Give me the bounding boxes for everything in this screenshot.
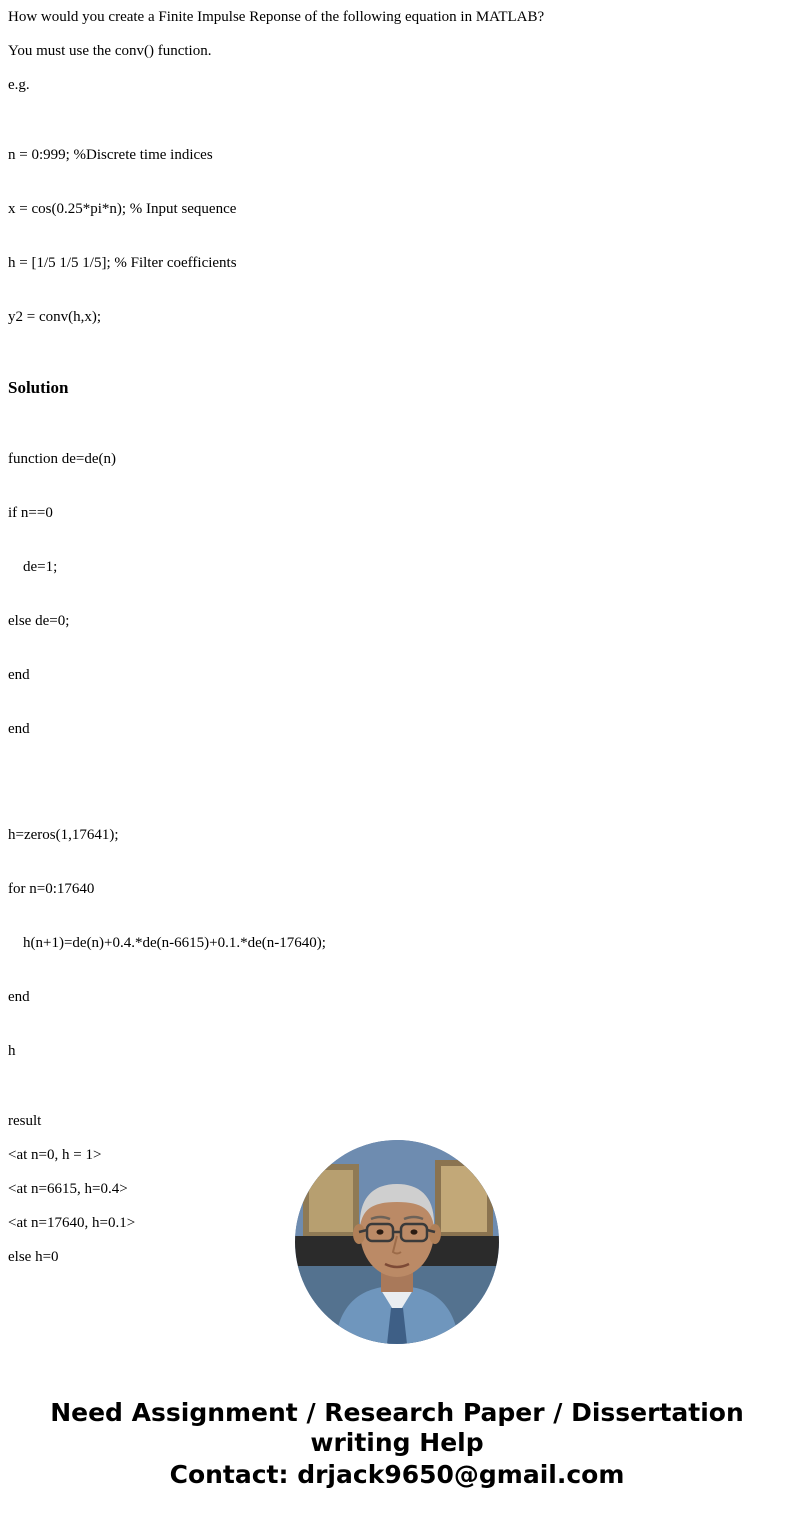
- result-item: else h=0: [8, 1249, 59, 1265]
- example-code-line: h = [1/5 1/5 1/5]; % Filter coefficients: [8, 255, 237, 271]
- result-item: <at n=17640, h=0.1>: [8, 1215, 136, 1231]
- avatar: [295, 1140, 499, 1344]
- solution-code-line: h: [8, 1043, 16, 1059]
- solution-code-line: else de=0;: [8, 613, 70, 629]
- solution-code-line: for n=0:17640: [8, 881, 95, 897]
- solution-code-line: function de=de(n): [8, 451, 117, 467]
- example-code-block: [8, 110, 786, 362]
- result-item: <at n=0, h = 1>: [8, 1147, 102, 1163]
- footer-block: [0, 1140, 794, 1490]
- instruction-text: You must use the conv() function.: [8, 43, 212, 59]
- example-code-line: n = 0:999; %Discrete time indices: [8, 147, 213, 163]
- solution-code-block-2: [8, 790, 786, 1096]
- footer-line-1: Need Assignment / Research Paper / Dissertation: [50, 1398, 744, 1427]
- profile-photo-illustration: [295, 1140, 499, 1344]
- result-label: result: [8, 1113, 42, 1129]
- example-code-line: y2 = conv(h,x);: [8, 309, 102, 325]
- solution-code-block-1: [8, 414, 786, 774]
- solution-code-line: end: [8, 667, 30, 683]
- result-item: <at n=6615, h=0.4>: [8, 1181, 128, 1197]
- question-text: How would you create a Finite Impulse Reponse of the following equation in MATLAB?: [8, 9, 545, 25]
- solution-code-line: end: [8, 989, 30, 1005]
- solution-code-line: end: [8, 721, 30, 737]
- solution-code-line: de=1;: [8, 559, 58, 575]
- footer-line-2: writing Help: [310, 1428, 484, 1457]
- solution-code-line: if n==0: [8, 505, 53, 521]
- example-label: e.g.: [8, 77, 30, 93]
- footer-line-3: Contact: drjack9650@gmail.com: [169, 1460, 625, 1489]
- solution-code-line: h(n+1)=de(n)+0.4.*de(n-6615)+0.1.*de(n-17640);: [8, 935, 326, 951]
- solution-code-line: h=zeros(1,17641);: [8, 827, 119, 843]
- solution-heading: Solution: [8, 378, 69, 397]
- example-code-line: x = cos(0.25*pi*n); % Input sequence: [8, 201, 237, 217]
- footer-contact-text: [0, 1398, 794, 1490]
